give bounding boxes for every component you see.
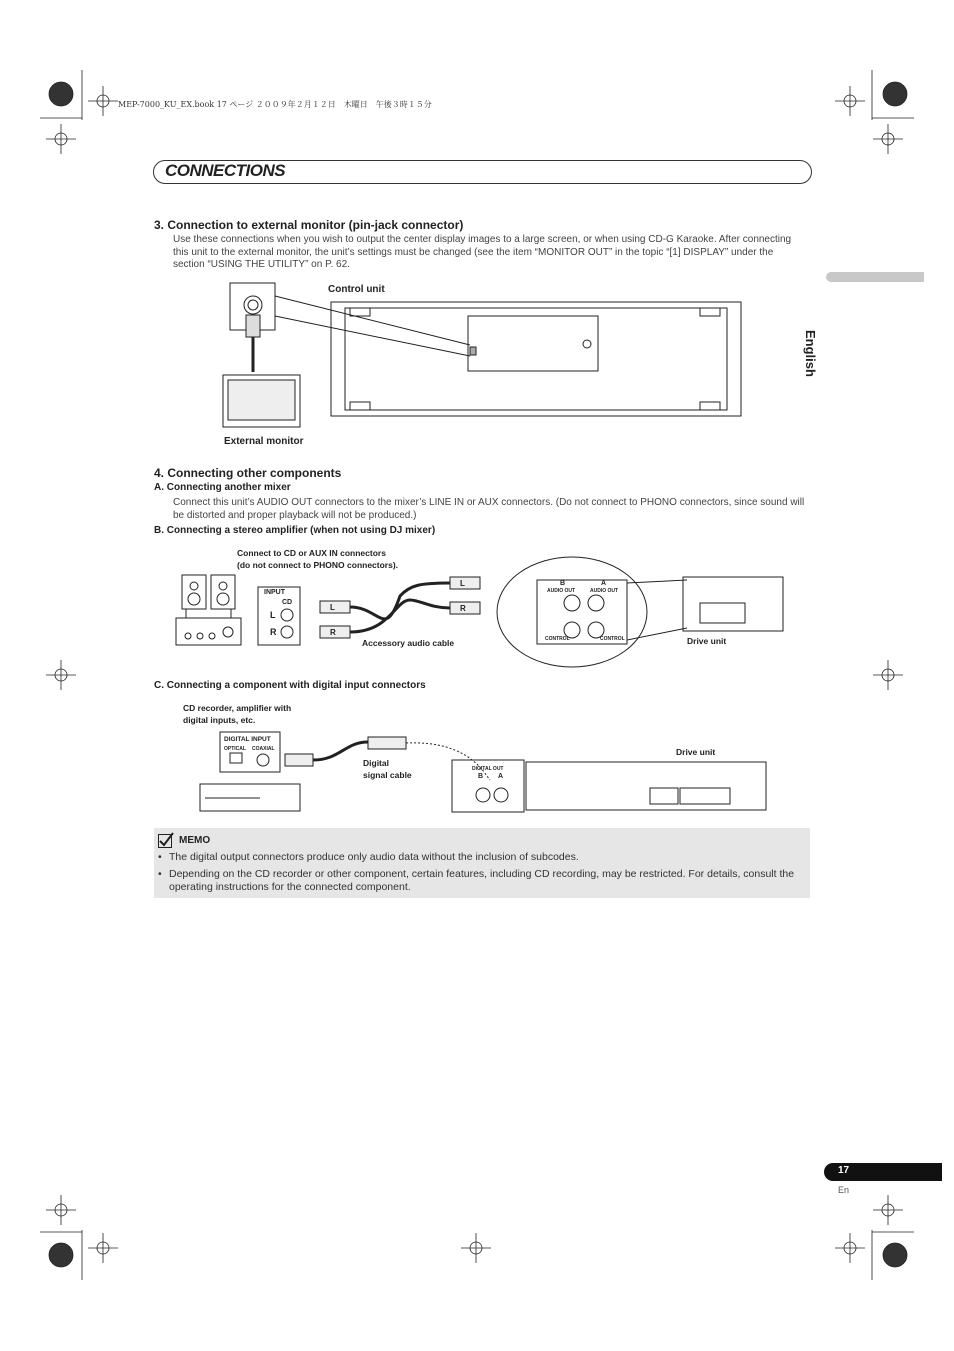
digital-out-a: A [498,773,504,780]
section-4a-body: Connect this unit’s AUDIO OUT connectors to the mixer’s LINE IN or AUX connectors. (Do not connect to PHONO connectors, since sound will be distorted and proper playback will not be produced.) [173,497,805,521]
digital-out-label: DIGITAL OUT [472,766,504,772]
amp-r-label: R [270,627,277,637]
amp-cd-label: CD [282,599,293,606]
label-drive-unit-c: Drive unit [676,747,716,757]
audio-out-label-2: AUDIO OUT [590,588,619,594]
language-tab-label: English [803,330,818,377]
plug-r-right: R [460,604,466,613]
optical-label: OPTICAL [224,746,246,752]
digital-input-label: DIGITAL INPUT [224,736,271,743]
section-4b-heading: B. Connecting a stereo amplifier (when not using DJ mixer) [154,525,436,536]
memo-item-2: Depending on the CD recorder or other component, certain features, including CD recording, may be restricted. For details, consult the operating instructions for the connected component. [169,868,795,893]
stereo-note-line1: Connect to CD or AUX IN connectors [237,548,386,558]
file-info-header: MEP-7000_KU_EX.book 17 ページ ２００９年２月１２日 木曜日 午後３時１５分 [118,100,432,109]
digital-device-line2: digital inputs, etc. [183,715,256,725]
label-drive-unit-b: Drive unit [687,636,727,646]
digital-out-b: B [478,773,484,780]
coaxial-label: COAXIAL [252,746,275,752]
plug-r-left: R [330,628,336,637]
control-label-2: CONTROL [600,636,625,642]
control-label-1: CONTROL [545,636,570,642]
memo-item-1: The digital output connectors produce only audio data without the inclusion of subcodes. [169,851,579,863]
plug-l-right: L [460,579,465,588]
amp-l-label: L [270,610,276,620]
page-number: 17 [838,1165,850,1176]
audio-out-b: B [560,580,566,587]
memo-check-icon [158,832,174,848]
memo-bullet-2: • [158,868,162,880]
audio-out-label-1: AUDIO OUT [547,588,576,594]
digital-cable-line1: Digital [363,758,389,768]
label-accessory-audio-cable: Accessory audio cable [362,638,455,648]
chapter-title: CONNECTIONS [165,161,286,180]
section-4c-heading: C. Connecting a component with digital input connectors [154,680,426,691]
audio-out-a: A [601,580,607,587]
memo-bullet-1: • [158,851,162,863]
memo-title: MEMO [179,835,211,846]
digital-cable-line2: signal cable [363,770,412,780]
section-4a-heading: A. Connecting another mixer [154,482,291,493]
amp-input-label: INPUT [264,589,285,596]
label-control-unit: Control unit [328,284,385,295]
section-3-body: Use these connections when you wish to output the center display images to a large screen, or when using CD-G Karaoke. After connecting this unit to the external monitor, the unit’s settings must be changed (see the item “MONITOR OUT” in the topic “[1] DISPLAY” under the section “USING THE UTILITY” on P. 62. [173,234,792,270]
digital-device-line1: CD recorder, amplifier with [183,703,292,713]
plug-l-left: L [330,603,335,612]
section-4-heading: 4. Connecting other components [154,466,342,480]
stereo-note-line2: (do not connect to PHONO connectors). [237,560,399,570]
page-lang-code: En [838,1185,850,1195]
label-external-monitor: External monitor [224,436,304,447]
section-3-heading: 3. Connection to external monitor (pin-jack connector) [154,218,464,232]
